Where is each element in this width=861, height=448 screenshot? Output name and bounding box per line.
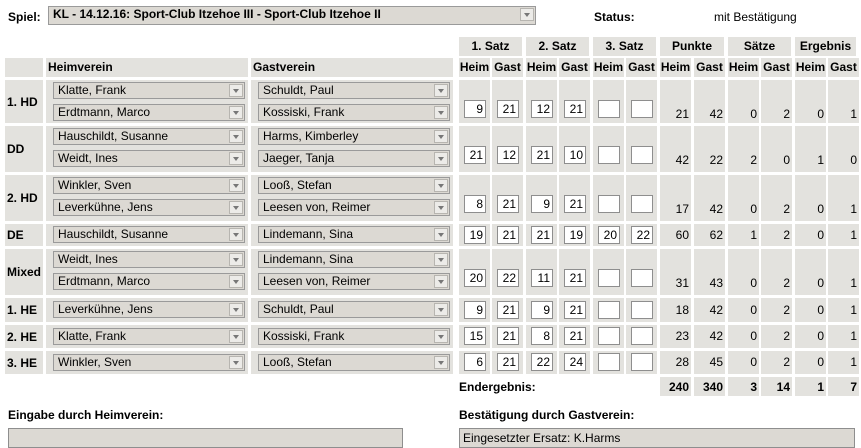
punkte-header: Punkte <box>660 37 724 56</box>
punkte-heim-value: 60 <box>675 228 689 242</box>
erg-gast-value: 1 <box>850 276 857 290</box>
s1-heim-input[interactable]: 20 <box>464 269 486 287</box>
home-player-select[interactable] <box>53 301 245 318</box>
guest-player-select[interactable] <box>258 128 450 145</box>
heim-subheader: Heim <box>593 58 624 77</box>
guest-player-select[interactable] <box>258 301 450 318</box>
s2-gast-input[interactable]: 21 <box>564 100 586 118</box>
erg-heim-value: 0 <box>817 355 824 369</box>
guest-player-select[interactable] <box>258 150 450 167</box>
punkte-gast-value: 22 <box>709 153 723 167</box>
chevron-down-icon[interactable] <box>434 152 448 165</box>
erg-gast-value: 1 <box>850 107 857 121</box>
saetze-gast-value: 2 <box>783 276 790 290</box>
chevron-down-icon[interactable] <box>229 179 243 192</box>
gast-subheader: Gast <box>761 58 792 77</box>
guest-player-name: Schuldt, Paul <box>263 83 334 97</box>
saetze-heim-value: 0 <box>750 276 757 290</box>
chevron-down-icon[interactable] <box>229 275 243 288</box>
erg-gast-value: 1 <box>850 228 857 242</box>
s3-heim-input[interactable] <box>598 146 620 164</box>
home-player-select[interactable] <box>53 177 245 194</box>
s1-gast-input[interactable]: 21 <box>497 100 519 118</box>
guest-player-select[interactable] <box>258 354 450 371</box>
chevron-down-icon[interactable] <box>434 303 448 316</box>
s3-heim-input[interactable] <box>598 100 620 118</box>
erg-gast-value: 1 <box>850 202 857 216</box>
spiel-select[interactable] <box>48 6 536 25</box>
guest-player-select[interactable] <box>258 177 450 194</box>
saetze-heim-value: 0 <box>750 107 757 121</box>
home-player-name: Winkler, Sven <box>58 178 132 192</box>
s2-gast-input[interactable]: 21 <box>564 195 586 213</box>
guest-confirm-field[interactable]: Eingesetzter Ersatz: K.Harms <box>459 428 855 448</box>
s2-gast-input[interactable]: 21 <box>564 327 586 345</box>
s3-heim-input[interactable] <box>598 327 620 345</box>
home-player-name: Erdtmann, Marco <box>58 105 151 119</box>
ergebnis-header: Ergebnis <box>795 37 856 56</box>
chevron-down-icon[interactable] <box>229 130 243 143</box>
s1-heim-input[interactable]: 6 <box>464 353 486 371</box>
saetze-gast-value: 2 <box>783 228 790 242</box>
home-player-name: Erdtmann, Marco <box>58 274 151 288</box>
chevron-down-icon[interactable] <box>229 253 243 266</box>
punkte-heim-value: 23 <box>675 329 689 343</box>
s3-gast-input[interactable] <box>631 301 653 319</box>
s2-gast-input[interactable]: 21 <box>564 269 586 287</box>
total-saetze-gast: 14 <box>776 380 790 394</box>
saetze-heim-value: 0 <box>750 303 757 317</box>
spiel-label: Spiel: <box>8 10 41 24</box>
total-punkte-heim: 240 <box>668 380 689 394</box>
erg-heim-value: 0 <box>817 228 824 242</box>
chevron-down-icon[interactable] <box>434 275 448 288</box>
s2-gast-input[interactable]: 19 <box>564 226 586 244</box>
s2-heim-input[interactable]: 9 <box>531 301 553 319</box>
guest-player-select[interactable] <box>258 273 450 290</box>
chevron-down-icon[interactable] <box>434 253 448 266</box>
gastverein-header: Gastverein <box>251 58 453 77</box>
erg-gast-value: 0 <box>850 153 857 167</box>
home-player-select[interactable] <box>53 328 245 345</box>
s3-gast-input[interactable] <box>631 327 653 345</box>
status-label: Status: <box>594 10 635 24</box>
corner-cell <box>5 58 43 77</box>
s2-gast-input[interactable]: 21 <box>564 301 586 319</box>
erg-heim-value: 0 <box>817 276 824 290</box>
chevron-down-icon[interactable] <box>229 228 243 241</box>
s2-heim-input[interactable]: 12 <box>531 100 553 118</box>
punkte-gast-value: 62 <box>709 228 723 242</box>
saetze-heim-value: 2 <box>750 153 757 167</box>
total-erg-gast: 7 <box>850 380 857 394</box>
s3-heim-input[interactable] <box>598 301 620 319</box>
punkte-gast-value: 42 <box>709 303 723 317</box>
guest-player-name: Jaeger, Tanja <box>263 151 335 165</box>
chevron-down-icon[interactable] <box>434 84 448 97</box>
category-label: 1. HD <box>7 94 38 109</box>
category-label: DE <box>7 228 24 242</box>
gast-subheader: Gast <box>694 58 725 77</box>
s1-heim-input[interactable]: 8 <box>464 195 486 213</box>
satz1-header: 1. Satz <box>459 37 522 56</box>
heim-subheader: Heim <box>526 58 557 77</box>
punkte-gast-value: 42 <box>709 202 723 216</box>
home-entry-label: Eingabe durch Heimverein: <box>8 408 164 422</box>
home-player-name: Leverkühne, Jens <box>58 302 153 316</box>
heim-subheader: Heim <box>795 58 826 77</box>
heimverein-header: Heimverein <box>46 58 248 77</box>
chevron-down-icon[interactable] <box>229 330 243 343</box>
heim-subheader: Heim <box>459 58 490 77</box>
satz3-header: 3. Satz <box>593 37 656 56</box>
heim-subheader: Heim <box>728 58 759 77</box>
gast-subheader: Gast <box>626 58 657 77</box>
saetze-gast-value: 2 <box>783 355 790 369</box>
punkte-heim-value: 17 <box>675 202 689 216</box>
chevron-down-icon[interactable] <box>434 201 448 214</box>
punkte-heim-value: 21 <box>675 107 689 121</box>
guest-player-select[interactable] <box>258 82 450 99</box>
total-erg-heim: 1 <box>817 380 824 394</box>
category-label: DD <box>7 142 25 156</box>
chevron-down-icon[interactable] <box>434 228 448 241</box>
s3-heim-input[interactable] <box>598 269 620 287</box>
s1-gast-input[interactable]: 21 <box>497 353 519 371</box>
gast-subheader: Gast <box>559 58 590 77</box>
saetze-gast-value: 2 <box>783 303 790 317</box>
saetze-header: Sätze <box>728 37 791 56</box>
s3-heim-input[interactable] <box>598 195 620 213</box>
home-player-select[interactable] <box>53 82 245 99</box>
guest-player-name: Leesen von, Reimer <box>263 200 371 214</box>
guest-player-name: Harms, Kimberley <box>263 129 359 143</box>
gast-subheader: Gast <box>492 58 523 77</box>
s3-gast-input[interactable] <box>631 269 653 287</box>
category-label: 2. HE <box>7 329 38 344</box>
endergebnis-label: Endergebnis: <box>459 380 536 394</box>
chevron-down-icon[interactable] <box>229 152 243 165</box>
erg-heim-value: 0 <box>817 107 824 121</box>
guest-player-select[interactable] <box>258 251 450 268</box>
gast-subheader: Gast <box>828 58 859 77</box>
punkte-gast-value: 45 <box>709 355 723 369</box>
s2-heim-input[interactable]: 21 <box>531 146 553 164</box>
erg-heim-value: 0 <box>817 303 824 317</box>
category-label: 2. HD <box>7 191 38 205</box>
guest-confirm-label: Bestätigung durch Gastverein: <box>459 408 635 422</box>
home-player-name: Klatte, Frank <box>58 329 127 343</box>
chevron-down-icon[interactable] <box>229 201 243 214</box>
saetze-gast-value: 2 <box>783 202 790 216</box>
saetze-heim-value: 0 <box>750 355 757 369</box>
chevron-down-icon[interactable] <box>229 356 243 369</box>
satz2-header: 2. Satz <box>526 37 589 56</box>
erg-gast-value: 1 <box>850 329 857 343</box>
s3-gast-input[interactable] <box>631 195 653 213</box>
home-player-name: Winkler, Sven <box>58 355 132 369</box>
home-player-select[interactable] <box>53 128 245 145</box>
saetze-gast-value: 2 <box>783 329 790 343</box>
home-player-name: Hauschildt, Susanne <box>58 227 169 241</box>
s1-gast-input[interactable]: 21 <box>497 226 519 244</box>
home-player-select[interactable] <box>53 273 245 290</box>
category-label: 3. HE <box>7 355 38 370</box>
chevron-down-icon[interactable] <box>434 106 448 119</box>
s2-gast-input[interactable]: 10 <box>564 146 586 164</box>
punkte-heim-value: 18 <box>675 303 689 317</box>
chevron-down-icon[interactable] <box>229 303 243 316</box>
s2-heim-input[interactable]: 21 <box>531 226 553 244</box>
home-player-name: Leverkühne, Jens <box>58 200 153 214</box>
s2-heim-input[interactable]: 11 <box>531 269 553 287</box>
s1-heim-input[interactable]: 9 <box>464 301 486 319</box>
saetze-heim-value: 0 <box>750 329 757 343</box>
erg-gast-value: 1 <box>850 355 857 369</box>
category-label: Mixed <box>7 265 42 279</box>
chevron-down-icon[interactable] <box>434 330 448 343</box>
saetze-gast-value: 2 <box>783 107 790 121</box>
home-player-name: Weidt, Ines <box>58 252 118 266</box>
guest-player-name: Schuldt, Paul <box>263 302 334 316</box>
chevron-down-icon[interactable] <box>229 106 243 119</box>
home-player-select[interactable] <box>53 199 245 216</box>
s2-gast-input[interactable]: 24 <box>564 353 586 371</box>
erg-heim-value: 1 <box>817 153 824 167</box>
s1-gast-input[interactable]: 12 <box>497 146 519 164</box>
s1-gast-input[interactable]: 21 <box>497 195 519 213</box>
saetze-gast-value: 0 <box>783 153 790 167</box>
s1-gast-input[interactable]: 21 <box>497 301 519 319</box>
home-player-select[interactable] <box>53 104 245 121</box>
spiel-value: KL - 14.12.16: Sport-Club Itzehoe III - Sport-Club Itzehoe II <box>53 7 381 21</box>
punkte-heim-value: 31 <box>675 276 689 290</box>
guest-player-name: Looß, Stefan <box>263 178 332 192</box>
s2-heim-input[interactable]: 22 <box>531 353 553 371</box>
chevron-down-icon[interactable] <box>434 356 448 369</box>
s3-gast-input[interactable] <box>631 353 653 371</box>
home-player-name: Weidt, Ines <box>58 151 118 165</box>
home-player-name: Hauschildt, Susanne <box>58 129 169 143</box>
s3-gast-input[interactable]: 22 <box>631 226 653 244</box>
guest-player-select[interactable] <box>258 199 450 216</box>
home-player-name: Klatte, Frank <box>58 83 127 97</box>
s3-gast-input[interactable] <box>631 100 653 118</box>
s1-gast-input[interactable]: 21 <box>497 327 519 345</box>
s1-heim-input[interactable]: 19 <box>464 226 486 244</box>
erg-heim-value: 0 <box>817 329 824 343</box>
guest-player-name: Looß, Stefan <box>263 355 332 369</box>
saetze-heim-value: 1 <box>750 228 757 242</box>
punkte-gast-value: 43 <box>709 276 723 290</box>
guest-player-name: Kossiski, Frank <box>263 105 345 119</box>
chevron-down-icon[interactable] <box>520 8 534 21</box>
guest-player-name: Lindemann, Sina <box>263 227 354 241</box>
s3-heim-input[interactable] <box>598 353 620 371</box>
s1-gast-input[interactable]: 22 <box>497 269 519 287</box>
s3-gast-input[interactable] <box>631 146 653 164</box>
chevron-down-icon[interactable] <box>434 130 448 143</box>
erg-gast-value: 1 <box>850 303 857 317</box>
chevron-down-icon[interactable] <box>434 179 448 192</box>
s1-heim-input[interactable]: 21 <box>464 146 486 164</box>
s1-heim-input[interactable]: 15 <box>464 327 486 345</box>
punkte-gast-value: 42 <box>709 329 723 343</box>
category-label: 1. HE <box>7 303 38 317</box>
home-player-select[interactable] <box>53 354 245 371</box>
punkte-heim-value: 28 <box>675 355 689 369</box>
home-player-select[interactable] <box>53 251 245 268</box>
chevron-down-icon[interactable] <box>229 84 243 97</box>
guest-player-name: Leesen von, Reimer <box>263 274 371 288</box>
guest-player-select[interactable] <box>258 328 450 345</box>
punkte-gast-value: 42 <box>709 107 723 121</box>
guest-player-select[interactable] <box>258 104 450 121</box>
s3-heim-input[interactable]: 20 <box>598 226 620 244</box>
guest-player-name: Lindemann, Sina <box>263 252 354 266</box>
erg-heim-value: 0 <box>817 202 824 216</box>
home-player-select[interactable] <box>53 226 245 243</box>
s2-heim-input[interactable]: 8 <box>531 327 553 345</box>
punkte-heim-value: 42 <box>675 153 689 167</box>
home-player-select[interactable] <box>53 150 245 167</box>
total-saetze-heim: 3 <box>750 380 757 394</box>
home-entry-field[interactable] <box>8 428 403 448</box>
total-punkte-gast: 340 <box>702 380 723 394</box>
guest-player-select[interactable] <box>258 226 450 243</box>
heim-subheader: Heim <box>660 58 691 77</box>
s1-heim-input[interactable]: 9 <box>464 100 486 118</box>
status-value: mit Bestätigung <box>714 10 797 24</box>
s2-heim-input[interactable]: 9 <box>531 195 553 213</box>
saetze-heim-value: 0 <box>750 202 757 216</box>
guest-player-name: Kossiski, Frank <box>263 329 345 343</box>
